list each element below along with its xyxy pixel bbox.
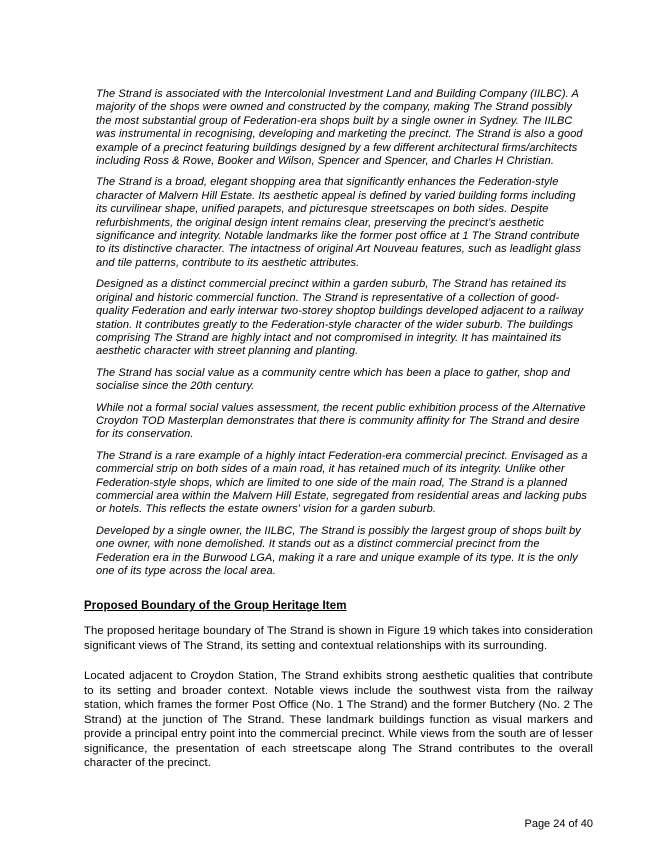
quote-paragraph: While not a formal social values assessment, the recent public exhibition process of the Alternative Croydon TOD Masterplan demonstrates that there is community affinity for The Strand and desire for its conservation. [96,401,586,441]
quote-paragraph: The Strand is a rare example of a highly intact Federation-era commercial precinct. Envisaged as a commercial strip on both sides of a main road, it has retained much of its integrity. Unlike other Federation-style shops, which are limited to one side of the main road, The Strand is a planned commercial area within the Malvern Hill Estate, segregated from residential areas and lacking pubs or hotels. This reflects the estate owners' vision for a garden suburb. [96,449,588,516]
quote-paragraph: Developed by a single owner, the IILBC, The Strand is possibly the largest group of shops built by one owner, with none demolished. It stands out as a distinct commercial precinct from the Federation era in the Burwood LGA, making it a rare and unique example of its type. It is the only one of its type across the local area. [96,524,581,577]
page-content [84,88,593,787]
quote-paragraph: The Strand has social value as a community centre which has been a place to gather, shop and socialise since the 20th century. [96,366,570,393]
quote-paragraph: The Strand is a broad, elegant shopping area that significantly enhances the Federation-style character of Malvern Hill Estate. Its aesthetic appeal is defined by varied building forms including its curvilinear shape, unified parapets, and picturesque streetscapes on both sides. Despite refurbishments, the original design intent remains clear, preserving the precinct's aesthetic significance and integrity. Notable landmarks like the former post office at 1 The Strand contribute to its distinctive character. The intactness of original Art Nouveau features, such as leadlight glass and tile patterns, contribute to its aesthetic attributes. [96,176,582,269]
quoted-significance-text [84,88,593,578]
page-number: Page 24 of 40 [524,818,593,830]
quote-paragraph: Designed as a distinct commercial precinct within a garden suburb, The Strand has retained its original and historic commercial function. The Strand is representative of a collection of good-quality Federation and early interwar two-storey shoptop buildings developed adjacent to a railway station. It contributes greatly to the Federation-style character of the wider suburb. The buildings comprising The Strand are highly intact and not compromised in integrity. It has maintained its aesthetic character with street planning and planting. [96,278,584,358]
quote-paragraph: The Strand is associated with the Intercolonial Investment Land and Building Company (IILBC). A majority of the shops were owned and constructed by the company, making The Strand possibly the most substantial group of Federation-era shops built by a single owner in Sydney. The IILBC was instrumental in recognising, developing and marketing the precinct. The Strand is also a good example of a precinct featuring buildings designed by a few different architectural firms/architects including Ross & Rowe, Booker and Wilson, Spencer and Spencer, and Charles H Christian. [96,88,583,168]
body-paragraph: The proposed heritage boundary of The Strand is shown in Figure 19 which takes into consideration significant views of The Strand, its setting and contextual relationships with its surrounding. [84,625,593,652]
body-paragraph: Located adjacent to Croydon Station, The Strand exhibits strong aesthetic qualities that contribute to its setting and broader context. Notable views include the southwest vista from the railway station, which frames the former Post Office (No. 1 The Strand) and the former Butchery (No. 2 The Strand) at the junction of The Strand. These landmark buildings function as visual markers and provide a principal entry point into the commercial precinct. While views from the south are of lesser significance, the presentation of each streetscape along The Strand contributes to the overall character of the precinct. [84,670,593,770]
section-heading: Proposed Boundary of the Group Heritage Item [84,600,347,613]
